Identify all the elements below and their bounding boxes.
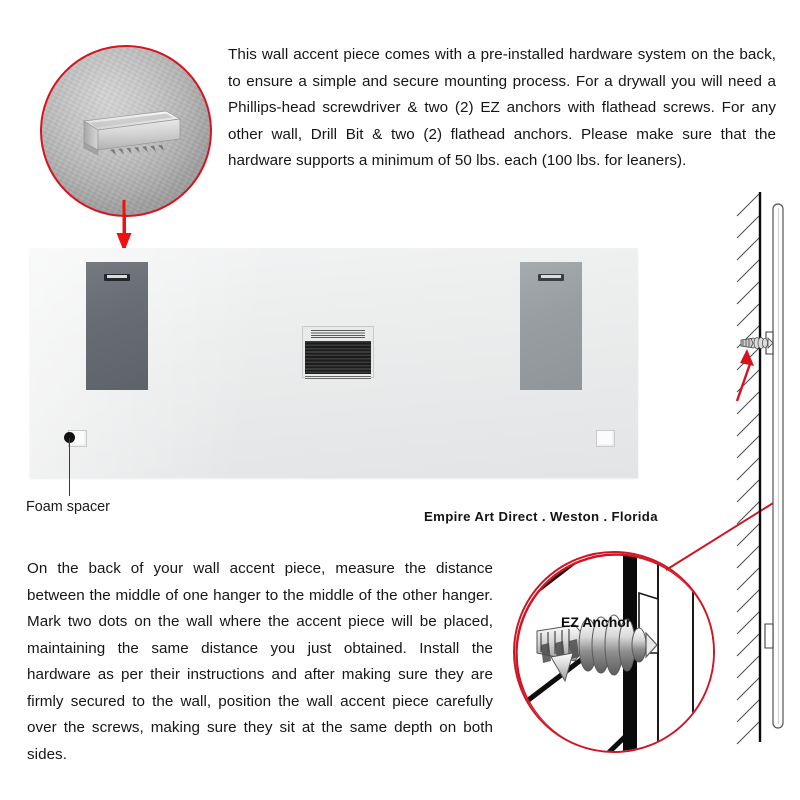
ez-anchor-diagram-icon: [515, 553, 715, 753]
brand-line: Empire Art Direct . Weston . Florida: [424, 509, 658, 524]
hanger-pointer-arrow-icon: [112, 200, 136, 252]
art-piece-back-panel: [30, 248, 638, 478]
foam-spacer-leader-line: [69, 438, 70, 496]
wall-cross-section-icon: [735, 186, 797, 748]
sticker-heading-lines: [311, 330, 365, 339]
mounting-plate-right: [520, 262, 582, 390]
hanger-right-icon: [538, 274, 564, 281]
sticker-body-lines: [305, 341, 371, 374]
ez-anchor-callout: [513, 551, 715, 753]
foam-spacer-label: Foam spacer: [26, 499, 110, 515]
hanger-photo-callout: [40, 45, 212, 217]
hanger-slot: [541, 275, 561, 278]
sticker-footer-lines: [305, 376, 371, 380]
hanger-left-icon: [104, 274, 130, 281]
hanger-slot: [107, 275, 127, 278]
intro-paragraph: This wall accent piece comes with a pre-installed hardware system on the back, to ensure a simple and secure mounting process. For a drywall you will need a Phillips-head screwdriver & two (2) EZ anchors with flathead screws. For any other wall, Drill Bit & two (2) flathead anchors. Please make sure that the hardware supports a minimum of 50 lbs. each (100 lbs. for leaners).: [228, 46, 776, 169]
foam-spacer-right: [596, 430, 615, 447]
instruction-sticker-icon: [302, 326, 374, 378]
photo-vignette: [42, 47, 210, 215]
instructions-paragraph: On the back of your wall accent piece, measure the distance between the middle of one hanger to the middle of the other hanger. Mark two dots on the wall where the accent piece will be placed, maintaining the same distance you just obtained. Install the hardware as per their instructions and after making sure they are firmly secured to the wall, position the wall accent piece carefully over the screws, making sure they sit at the same depth on both sides.: [27, 560, 493, 763]
mounting-plate-left: [86, 262, 148, 390]
ez-anchor-label: EZ Anchor: [561, 614, 632, 630]
